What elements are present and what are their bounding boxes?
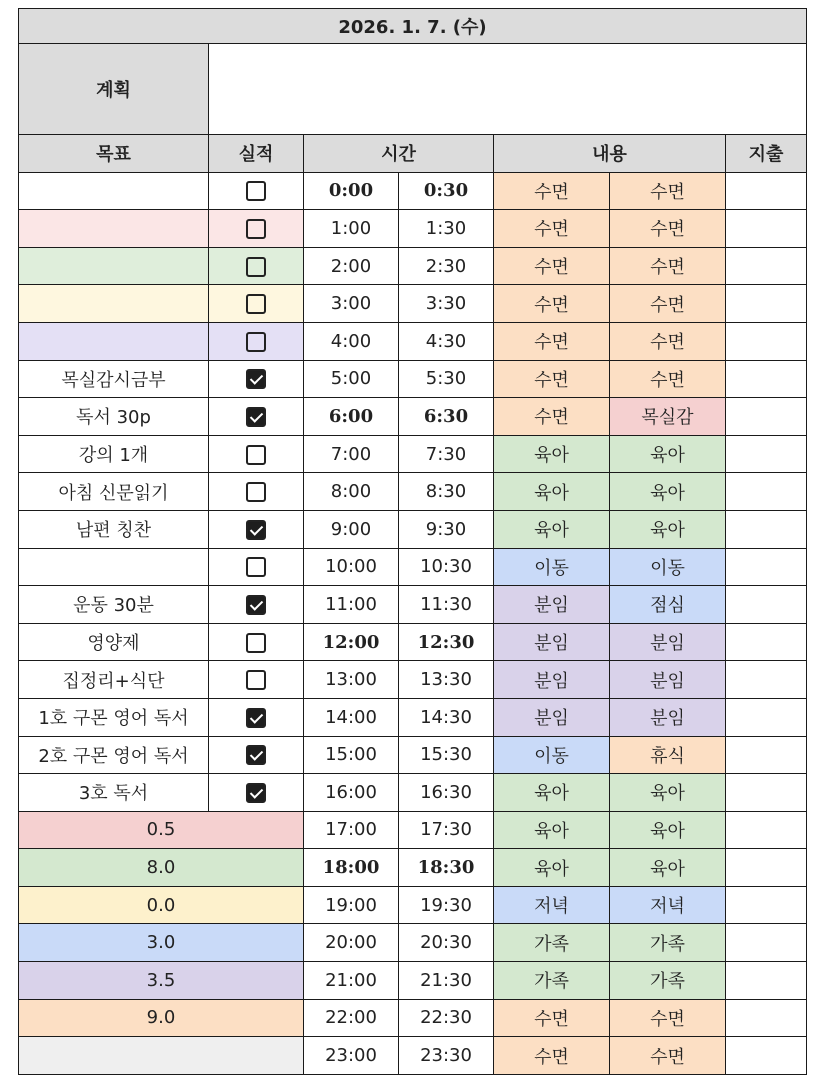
time-cell: 8:30	[399, 473, 494, 511]
time-cell: 8:00	[304, 473, 399, 511]
time-cell: 20:00	[304, 924, 399, 962]
checkbox-checked[interactable]	[246, 407, 266, 427]
time-cell: 11:30	[399, 586, 494, 624]
summary-row	[19, 999, 807, 1037]
summary-row	[19, 886, 807, 924]
time-cell: 17:30	[399, 811, 494, 849]
time-cell: 5:00	[304, 360, 399, 398]
activity-cell[interactable]: 이동	[494, 736, 610, 774]
table-row	[19, 172, 807, 210]
expense-cell[interactable]	[726, 736, 807, 774]
checkbox[interactable]	[246, 294, 266, 314]
expense-cell[interactable]	[726, 774, 807, 812]
daily-planner-table	[18, 8, 807, 1075]
category-total-cell: 3.0	[19, 924, 304, 962]
time-cell: 19:00	[304, 886, 399, 924]
activity-cell[interactable]: 수면	[610, 360, 726, 398]
header-goal: 목표	[19, 135, 209, 173]
time-cell: 6:30	[399, 398, 494, 436]
checkbox[interactable]	[246, 670, 266, 690]
table-row	[19, 586, 807, 624]
activity-cell[interactable]: 분임	[610, 623, 726, 661]
checkbox-checked[interactable]	[246, 369, 266, 389]
activity-cell[interactable]: 수면	[494, 322, 610, 360]
time-cell: 16:00	[304, 774, 399, 812]
plan-row	[19, 44, 807, 135]
activity-cell[interactable]: 분임	[494, 661, 610, 699]
plan-label: 계획	[19, 44, 209, 135]
table-row	[19, 435, 807, 473]
table-row	[19, 285, 807, 323]
activity-cell[interactable]: 분임	[494, 623, 610, 661]
checkbox[interactable]	[246, 482, 266, 502]
activity-cell[interactable]: 저녁	[610, 886, 726, 924]
table-row	[19, 210, 807, 248]
time-cell: 14:00	[304, 698, 399, 736]
activity-cell[interactable]: 수면	[610, 322, 726, 360]
date-row	[19, 9, 807, 44]
checkbox-checked[interactable]	[246, 595, 266, 615]
expense-cell[interactable]	[726, 247, 807, 285]
goal-cell[interactable]: 아침 신문읽기	[19, 473, 209, 511]
goal-cell[interactable]	[19, 285, 209, 323]
checkbox-cell	[209, 210, 304, 248]
activity-cell[interactable]: 분임	[610, 698, 726, 736]
time-cell: 15:00	[304, 736, 399, 774]
activity-cell[interactable]: 이동	[494, 548, 610, 586]
goal-cell[interactable]: 영양제	[19, 623, 209, 661]
time-cell: 11:00	[304, 586, 399, 624]
table-row	[19, 398, 807, 436]
checkbox-cell	[209, 322, 304, 360]
goal-cell[interactable]: 2호 구몬 영어 독서	[19, 736, 209, 774]
time-cell: 22:00	[304, 999, 399, 1037]
table-row	[19, 510, 807, 548]
header-row	[19, 135, 807, 173]
summary-row	[19, 962, 807, 1000]
category-total-cell: 3.5	[19, 962, 304, 1000]
summary-row	[19, 1037, 807, 1075]
time-cell: 2:00	[304, 247, 399, 285]
checkbox[interactable]	[246, 332, 266, 352]
checkbox-cell	[209, 473, 304, 511]
checkbox-checked[interactable]	[246, 520, 266, 540]
time-cell: 21:00	[304, 962, 399, 1000]
expense-cell[interactable]	[726, 435, 807, 473]
time-cell: 14:30	[399, 698, 494, 736]
header-time: 시간	[304, 135, 494, 173]
activity-cell[interactable]: 육아	[610, 849, 726, 887]
activity-cell[interactable]: 수면	[494, 360, 610, 398]
expense-cell[interactable]	[726, 548, 807, 586]
expense-cell[interactable]	[726, 473, 807, 511]
activity-cell[interactable]: 분임	[494, 698, 610, 736]
checkbox-cell	[209, 661, 304, 699]
expense-cell[interactable]	[726, 924, 807, 962]
activity-cell[interactable]: 육아	[494, 811, 610, 849]
table-row	[19, 698, 807, 736]
time-cell: 4:00	[304, 322, 399, 360]
summary-row	[19, 849, 807, 887]
checkbox[interactable]	[246, 257, 266, 277]
goal-cell[interactable]	[19, 322, 209, 360]
checkbox-cell	[209, 510, 304, 548]
goal-cell[interactable]: 강의 1개	[19, 435, 209, 473]
summary-row	[19, 811, 807, 849]
activity-cell[interactable]: 수면	[610, 285, 726, 323]
activity-cell[interactable]: 이동	[610, 548, 726, 586]
activity-cell[interactable]: 수면	[494, 210, 610, 248]
expense-cell[interactable]	[726, 999, 807, 1037]
checkbox-cell	[209, 398, 304, 436]
goal-cell[interactable]: 집정리+식단	[19, 661, 209, 699]
expense-cell[interactable]	[726, 398, 807, 436]
time-cell: 15:30	[399, 736, 494, 774]
expense-cell[interactable]	[726, 849, 807, 887]
activity-cell[interactable]: 육아	[610, 510, 726, 548]
goal-cell[interactable]: 목실감시금부	[19, 360, 209, 398]
date-title: 2026. 1. 7. (수)	[19, 9, 807, 44]
activity-cell[interactable]: 수면	[494, 285, 610, 323]
header-expense: 지출	[726, 135, 807, 173]
expense-cell[interactable]	[726, 586, 807, 624]
expense-cell[interactable]	[726, 886, 807, 924]
activity-cell[interactable]: 육아	[610, 811, 726, 849]
time-cell: 21:30	[399, 962, 494, 1000]
time-cell: 12:00	[304, 623, 399, 661]
goal-cell[interactable]	[19, 210, 209, 248]
table-row	[19, 322, 807, 360]
checkbox-cell	[209, 435, 304, 473]
time-cell: 12:30	[399, 623, 494, 661]
expense-cell[interactable]	[726, 510, 807, 548]
checkbox[interactable]	[246, 219, 266, 239]
activity-cell[interactable]: 육아	[494, 435, 610, 473]
activity-cell[interactable]: 가족	[610, 962, 726, 1000]
table-row	[19, 548, 807, 586]
table-row	[19, 661, 807, 699]
expense-cell[interactable]	[726, 698, 807, 736]
time-cell: 23:00	[304, 1037, 399, 1075]
time-cell: 19:30	[399, 886, 494, 924]
time-cell: 7:00	[304, 435, 399, 473]
activity-cell[interactable]: 가족	[494, 924, 610, 962]
time-cell: 5:30	[399, 360, 494, 398]
activity-cell[interactable]: 수면	[610, 210, 726, 248]
time-cell: 4:30	[399, 322, 494, 360]
category-total-cell: 8.0	[19, 849, 304, 887]
table-row	[19, 247, 807, 285]
checkbox-cell	[209, 360, 304, 398]
activity-cell[interactable]: 육아	[494, 473, 610, 511]
table-row	[19, 360, 807, 398]
category-total-cell: 0.5	[19, 811, 304, 849]
time-cell: 0:30	[399, 172, 494, 210]
time-cell: 16:30	[399, 774, 494, 812]
activity-cell[interactable]: 육아	[494, 774, 610, 812]
activity-cell[interactable]: 수면	[494, 999, 610, 1037]
time-cell: 9:30	[399, 510, 494, 548]
checkbox-cell	[209, 247, 304, 285]
checkbox-checked[interactable]	[246, 783, 266, 803]
table-row	[19, 623, 807, 661]
time-cell: 9:00	[304, 510, 399, 548]
category-total-cell: 0.0	[19, 886, 304, 924]
expense-cell[interactable]	[726, 210, 807, 248]
checkbox-checked[interactable]	[246, 745, 266, 765]
expense-cell[interactable]	[726, 661, 807, 699]
expense-cell[interactable]	[726, 322, 807, 360]
table-row	[19, 774, 807, 812]
activity-cell[interactable]: 수면	[494, 398, 610, 436]
time-cell: 6:00	[304, 398, 399, 436]
activity-cell[interactable]: 수면	[610, 999, 726, 1037]
activity-cell[interactable]: 수면	[610, 1037, 726, 1075]
expense-cell[interactable]	[726, 623, 807, 661]
checkbox-cell	[209, 623, 304, 661]
checkbox-cell	[209, 774, 304, 812]
activity-cell[interactable]: 육아	[494, 849, 610, 887]
time-cell: 13:30	[399, 661, 494, 699]
checkbox[interactable]	[246, 445, 266, 465]
time-cell: 10:00	[304, 548, 399, 586]
expense-cell[interactable]	[726, 962, 807, 1000]
activity-cell[interactable]: 수면	[610, 172, 726, 210]
checkbox-cell	[209, 586, 304, 624]
goal-cell[interactable]	[19, 172, 209, 210]
header-content: 내용	[494, 135, 726, 173]
checkbox-cell	[209, 698, 304, 736]
checkbox-checked[interactable]	[246, 708, 266, 728]
expense-cell[interactable]	[726, 285, 807, 323]
activity-cell[interactable]: 점심	[610, 586, 726, 624]
expense-cell[interactable]	[726, 360, 807, 398]
time-cell: 3:30	[399, 285, 494, 323]
activity-cell[interactable]: 육아	[494, 510, 610, 548]
category-total-cell	[19, 1037, 304, 1075]
checkbox[interactable]	[246, 633, 266, 653]
time-cell: 3:00	[304, 285, 399, 323]
time-cell: 0:00	[304, 172, 399, 210]
checkbox-cell	[209, 172, 304, 210]
checkbox-cell	[209, 285, 304, 323]
activity-cell[interactable]: 분임	[610, 661, 726, 699]
header-done: 실적	[209, 135, 304, 173]
activity-cell[interactable]: 육아	[610, 774, 726, 812]
activity-cell[interactable]: 수면	[494, 247, 610, 285]
time-cell: 10:30	[399, 548, 494, 586]
activity-cell[interactable]: 수면	[610, 247, 726, 285]
time-cell: 1:00	[304, 210, 399, 248]
checkbox-cell	[209, 736, 304, 774]
time-cell: 18:30	[399, 849, 494, 887]
time-cell: 18:00	[304, 849, 399, 887]
time-cell: 22:30	[399, 999, 494, 1037]
checkbox[interactable]	[246, 181, 266, 201]
checkbox[interactable]	[246, 557, 266, 577]
time-cell: 1:30	[399, 210, 494, 248]
summary-row	[19, 924, 807, 962]
checkbox-cell	[209, 548, 304, 586]
time-cell: 2:30	[399, 247, 494, 285]
activity-cell[interactable]: 목실감	[610, 398, 726, 436]
goal-cell[interactable]: 3호 독서	[19, 774, 209, 812]
goal-cell[interactable]: 남편 칭찬	[19, 510, 209, 548]
category-total-cell: 9.0	[19, 999, 304, 1037]
time-cell: 17:00	[304, 811, 399, 849]
activity-cell[interactable]: 육아	[610, 435, 726, 473]
activity-cell[interactable]: 육아	[610, 473, 726, 511]
table-row	[19, 736, 807, 774]
activity-cell[interactable]: 저녁	[494, 886, 610, 924]
table-row	[19, 473, 807, 511]
activity-cell[interactable]: 분임	[494, 586, 610, 624]
expense-cell[interactable]	[726, 811, 807, 849]
goal-cell[interactable]	[19, 247, 209, 285]
expense-cell[interactable]	[726, 172, 807, 210]
expense-cell[interactable]	[726, 1037, 807, 1075]
activity-cell[interactable]: 수면	[494, 172, 610, 210]
goal-cell[interactable]: 독서 30p	[19, 398, 209, 436]
activity-cell[interactable]: 휴식	[610, 736, 726, 774]
activity-cell[interactable]: 가족	[610, 924, 726, 962]
time-cell: 13:00	[304, 661, 399, 699]
time-cell: 7:30	[399, 435, 494, 473]
goal-cell[interactable]: 1호 구몬 영어 독서	[19, 698, 209, 736]
time-cell: 23:30	[399, 1037, 494, 1075]
activity-cell[interactable]: 가족	[494, 962, 610, 1000]
activity-cell[interactable]: 수면	[494, 1037, 610, 1075]
plan-text-cell[interactable]	[209, 44, 807, 135]
time-cell: 20:30	[399, 924, 494, 962]
goal-cell[interactable]	[19, 548, 209, 586]
goal-cell[interactable]: 운동 30분	[19, 586, 209, 624]
